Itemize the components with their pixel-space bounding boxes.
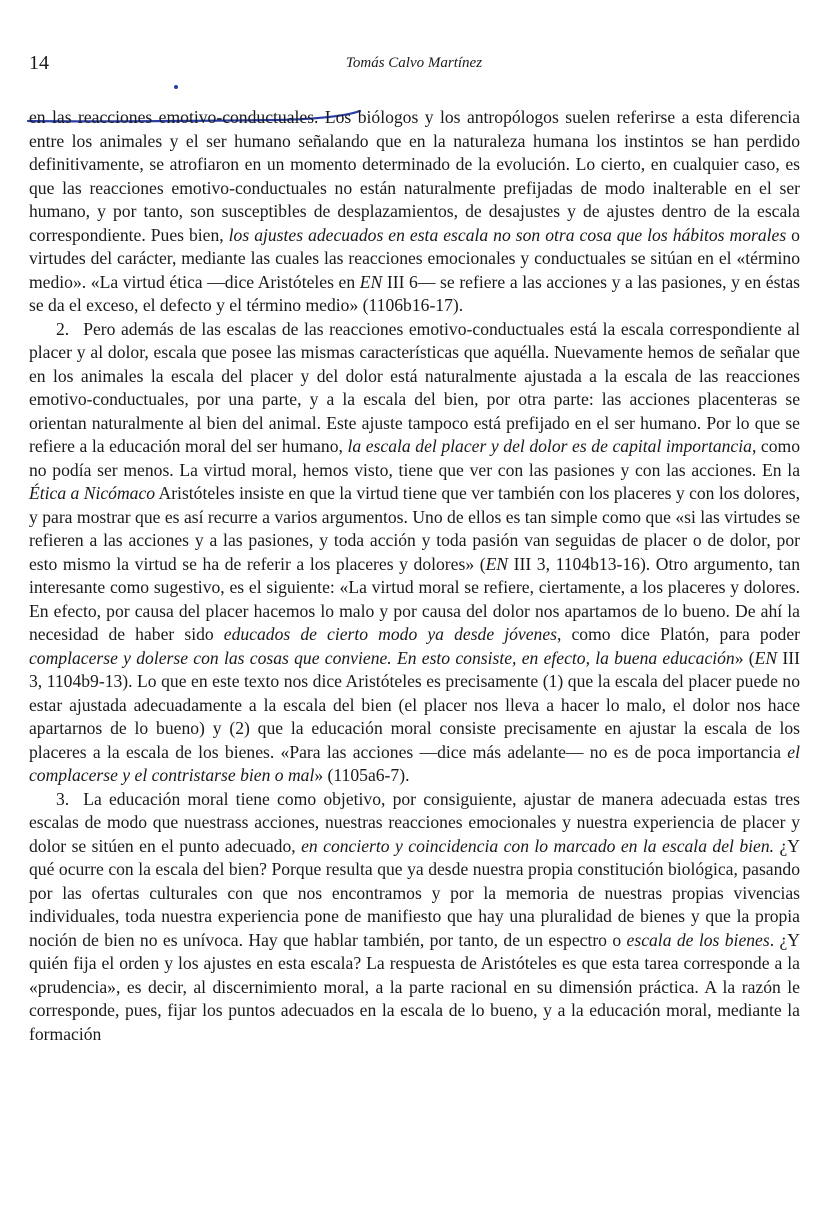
body-text xyxy=(29,106,800,1046)
page-header xyxy=(29,52,799,78)
paragraph-number: 3. xyxy=(56,788,70,809)
paragraph-number: 2. xyxy=(56,318,70,339)
struck-text: en las reacciones emotivo-conductuales. xyxy=(29,107,319,127)
paragraph-3: 3. La educación moral tiene como objetivo, por consiguiente, ajustar de manera adecuada estas tres escalas de modo que nuestrass acciones, nuestras reacciones emocionales y nuestra experiencia de placer y dolor se sitúen en el punto adecuado, en concierto y coincidencia con lo marcado en la escala del bien. ¿Y qué ocurre con la escala del bien? Porque resulta que ya desde nuestra propia constitución biológica, pasando por las ofertas culturales con que nos encontramos y por la memoria de nuestras propias vivencias individuales, toda nuestra experiencia pone de manifiesto que hay una pluralidad de bienes y que la propia noción de bien no es unívoca. Hay que hablar también, por tanto, de un espectro o escala de los bienes. ¿Y quién fija el orden y los ajustes en esta escala? La respuesta de Aristóteles es que esta tarea corresponde a la «prudencia», es decir, al discernimiento moral, a la parte racional en su dimensión práctica. A la razón le corresponde, pues, fijar los puntos adecuados en la escala de lo bueno, y a la educación moral, mediante la formación xyxy=(29,788,801,1044)
paragraph-2: 2. Pero además de las escalas de las reacciones emotivo-conductuales está la escala correspondiente al placer y al dolor, escala que posee las mismas características que aquélla. Nuevamente hemos de señalar que en los animales la escala del placer y del dolor está naturalmente ajustada a la escala de las reacciones emotivo-conductuales, por una parte, y a la escala del bien, por otra parte: las acciones placenteras se orientan naturalmente al bien del animal. Este ajuste tampoco está prefijado en el ser humano. Por lo que se refiere a la educación moral del ser humano, la escala del placer y del dolor es de capital importancia, como no podía ser menos. La virtud moral, hemos visto, tiene que ver con las pasiones y con las acciones. En la Ética a Nicómaco Aristóteles insiste en que la virtud tiene que ver también con los placeres y con los dolores, y para mostrar que es así recurre a varios argumentos. Uno de ellos es tan simple como que «si las virtudes se refieren a las acciones y a las pasiones, y toda acción y toda pasión van seguidas de placer o de dolor, por esto mismo la virtud se ha de referir a los placeres y dolores» (EN III 3, 1104b13-16). Otro argumento, tan interesante como sugestivo, es el siguiente: «La virtud moral se refiere, ciertamente, a los placeres y dolores. En efecto, por causa del placer hacemos lo malo y por causa del dolor nos apartamos de lo bueno. De ahí la necesidad de haber sido educados de cierto modo ya desde jóvenes, como dice Platón, para poder complacerse y dolerse con las cosas que conviene. En esto consiste, en efecto, la buena educación» (EN III 3, 1104b9-13). Lo que en este texto nos dice Aristóteles es precisamente (1) que la escala del placer puede no estar ajustada adecuadamente a la escala del bien (el placer nos lleva a hacer lo malo, el dolor nos hace apartarnos de lo bueno) y (2) que la educación moral consiste precisamente en ajustar la escala de los placeres a la escala de los bienes. «Para las acciones —dice más adelante— no es de poca importancia el complacerse y el contristarse bien o mal» (1105a6-7). xyxy=(29,318,801,785)
running-head-author: Tomás Calvo Martínez xyxy=(345,55,483,71)
ink-dot-mark xyxy=(174,85,178,89)
page-number: 14 xyxy=(29,52,49,74)
paragraph-1: en las reacciones emotivo-conductuales. Los biólogos y los antropólogos suelen referirse a esta diferencia entre los animales y el ser humano señalando que en la naturaleza humana los instintos se han perdido definitivamente, se atrofiaron en un momento determinado de la evolución. Lo cierto, en cualquier caso, es que las reacciones emotivo-conductuales no están naturalmente prefijadas de modo inalterable en el ser humano, y por tanto, son susceptibles de desplazamientos, de desajustes y de ajustes dentro de la escala correspondiente. Pues bien, los ajustes adecuados en esta escala no son otra cosa que los hábitos morales o virtudes del carácter, mediante las cuales las reacciones emocionales y conductuales se sitúan en el «término medio». «La virtud ética —dice Aristóteles en EN III 6— se refiere a las acciones y a las pasiones, y en éstas se da el exceso, el defecto y el término medio» (1106b16-17). xyxy=(29,107,800,315)
